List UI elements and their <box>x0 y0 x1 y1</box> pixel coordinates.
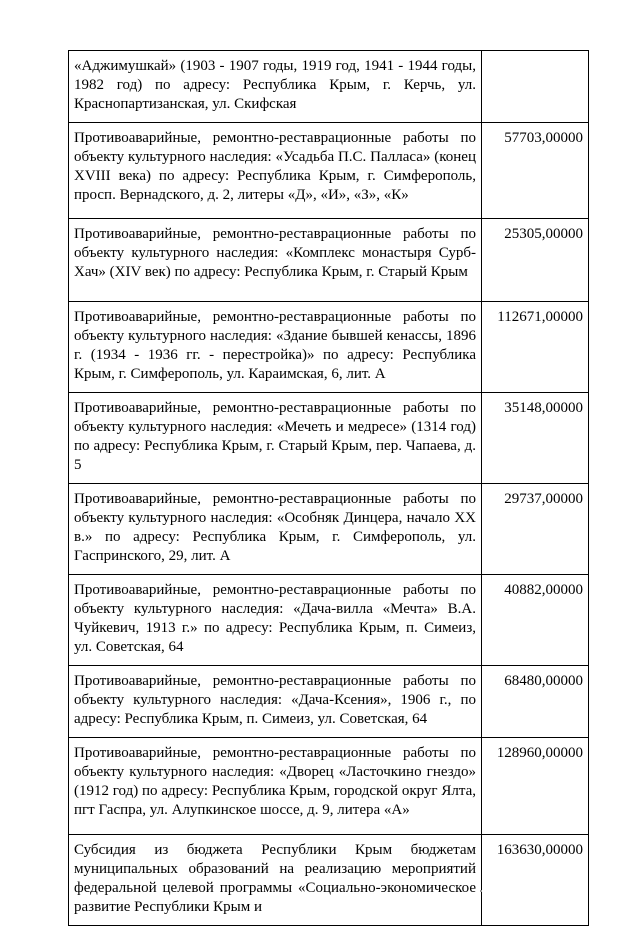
row-amount: 112671,00000 <box>482 302 589 393</box>
row-description: Субсидия из бюджета Республики Крым бюджетам муниципальных образований на реализацию мероприятий федеральной целевой программы «Социально-экономическое развитие Республики Крым и <box>69 835 482 926</box>
table-row <box>69 575 589 666</box>
table-row <box>69 835 589 926</box>
scan-speck <box>480 890 482 892</box>
row-description: Противоаварийные, ремонтно-реставрационные работы по объекту культурного наследия: «Дача-вилла «Мечта» В.А. Чуйкевич, 1913 г.» по адресу: Республика Крым, п. Симеиз, ул. Советская, 64 <box>69 575 482 666</box>
budget-table <box>68 50 589 926</box>
row-amount: 68480,00000 <box>482 666 589 738</box>
row-description: Противоаварийные, ремонтно-реставрационные работы по объекту культурного наследия: «Особняк Динцера, начало XX в.» по адресу: Республика Крым, г. Симферополь, ул. Гаспринского, 29, лит. А <box>69 484 482 575</box>
table-row <box>69 484 589 575</box>
row-amount: 128960,00000 <box>482 738 589 835</box>
row-amount <box>482 51 589 123</box>
row-description: Противоаварийные, ремонтно-реставрационные работы по объекту культурного наследия: «Здание бывшей кенассы, 1896 г. (1934 - 1936 гг. - перестройка)» по адресу: Республика Крым, г. Симферополь, ул. Караимская, 6, лит. А <box>69 302 482 393</box>
row-amount: 29737,00000 <box>482 484 589 575</box>
row-description: Противоаварийные, ремонтно-реставрационные работы по объекту культурного наследия: «Дворец «Ласточкино гнездо» (1912 год) по адресу: Республика Крым, городской округ Ялта, пгт Гаспра, ул. Алупкинское шоссе, д. 9, литера «А» <box>69 738 482 835</box>
table-row <box>69 123 589 219</box>
table-row <box>69 51 589 123</box>
row-amount: 25305,00000 <box>482 219 589 302</box>
row-description: Противоаварийные, ремонтно-реставрационные работы по объекту культурного наследия: «Дача-Ксения», 1906 г., по адресу: Республика Крым, п. Симеиз, ул. Советская, 64 <box>69 666 482 738</box>
table-row <box>69 393 589 484</box>
row-amount: 163630,00000 <box>482 835 589 926</box>
row-amount: 57703,00000 <box>482 123 589 219</box>
table-row <box>69 666 589 738</box>
row-amount: 35148,00000 <box>482 393 589 484</box>
row-description: Противоаварийные, ремонтно-реставрационные работы по объекту культурного наследия: «Усадьба П.С. Палласа» (конец XVIII века) по адресу: Республика Крым, г. Симферополь, просп. Вернадского, д. 2, литеры «Д», «И», «З», «К» <box>69 123 482 219</box>
row-description: Противоаварийные, ремонтно-реставрационные работы по объекту культурного наследия: «Мечеть и медресе» (1314 год) по адресу: Республика Крым, г. Старый Крым, пер. Чапаева, д. 5 <box>69 393 482 484</box>
row-description: Противоаварийные, ремонтно-реставрационные работы по объекту культурного наследия: «Комплекс монастыря Сурб-Хач» (XIV век) по адресу: Республика Крым, г. Старый Крым <box>69 219 482 302</box>
table-row <box>69 302 589 393</box>
table-row <box>69 219 589 302</box>
row-amount: 40882,00000 <box>482 575 589 666</box>
row-description: «Аджимушкай» (1903 - 1907 годы, 1919 год, 1941 - 1944 годы, 1982 год) по адресу: Республика Крым, г. Керчь, ул. Краснопартизанская, ул. Скифская <box>69 51 482 123</box>
table-row <box>69 738 589 835</box>
